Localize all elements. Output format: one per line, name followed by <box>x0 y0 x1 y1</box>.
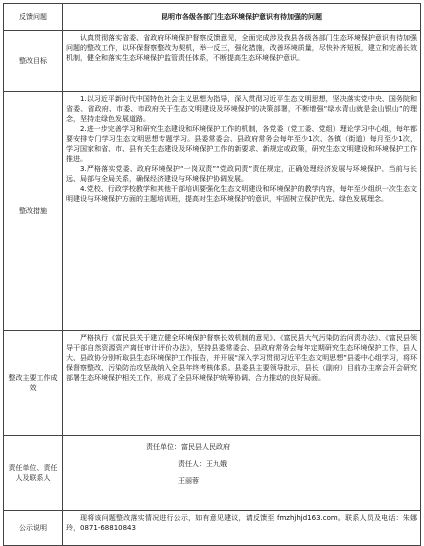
measure-item-3: 3.严格落实党委、政府环境保护“一岗双责”“党政同责”责任规定，正确处理经济发展与环境保护、当前与长远、局部与全局关系，确保经济建设与环境保护协调发展。 <box>66 165 417 183</box>
measure-item-1: 1.以习近平新时代中国特色社会主义思想为指导，深入贯彻习近平生态文明思想，坚决落实党中央、国务院和省委、省政府、市委、市政府关于生态文明建设及环境保护的决策部署，不断增强“绿水青山就是金山银山”的理念，坚持走绿色发展道路。 <box>66 95 417 123</box>
note-text: 现将该问题整改落实情况进行公示，如有意见建议，请反馈至 fmzhjhjd163.com。联系人员及电话：朱娜玲，0871-68810843 <box>66 514 417 532</box>
measures-cell <box>63 92 421 331</box>
issue-title: 昆明市各级各部门生态环境保护意识有待加强的问题 <box>63 4 421 31</box>
measure-item-2: 2.进一步完善学习和研究生态建设和环境保护工作的机制，各党委（党工委、党组）理论学习中心组，每年都要安排专门学习生态文明思想专题学习。县委常委会、县政府常务会每年至少1次、各镇（街道）每月至少1次，学习国家和省、市、县有关生态建设及环境保护工作的新要求、新规定或政策，研究生态文明建设和环境保护工作推进。 <box>66 125 417 163</box>
contact-person: 王丽蓉 <box>178 477 199 485</box>
note-label: 公示说明 <box>4 511 63 546</box>
responsible-person: 责任人：王九娥 <box>178 460 227 468</box>
results-text: 严格执行《富民县关于建立健全环境保护督察长效机制的意见》、《富民县大气污染防治问责办法》、《富民县领导干部自然资源资产离任审计评价办法》，坚持县委常委会、县政府常务会每年定期研究生态环境保护工作，县人大、县政协分别听取县生态环境保护工作报告，并开展“深入学习贯彻习近平生态文明思想”县委中心组学习，将环保督察整改、污染防治攻坚战纳入全县年终考核体系。县委县主要领导批示，县长（副府）目前办主席会开会研究部署生态环境保护相关工作，形成了全县环境保护统筹协调、合力推动的良好局面。 <box>66 334 417 382</box>
results-cell <box>63 331 421 436</box>
measures-label: 整改措施 <box>4 92 63 331</box>
person-cell <box>63 436 421 511</box>
goal-text: 认真贯彻落实省委、省政府环境保护督察反馈意见，全面完成涉及我县各级各部门生态环境保护意识有待加强问题的整改工作，以环保督察整改为契机，举一反三，强化措施，改善环境质量，尽快补齐短板，建立和完善长效机制，健全和落实生态环境保护监管责任体系，不断提高生态环境保护意识。 <box>66 34 417 62</box>
note-cell <box>63 511 421 546</box>
goal-label: 整改目标 <box>4 31 63 92</box>
results-label: 整改主要工作成效 <box>4 331 63 436</box>
rectification-table <box>3 3 421 546</box>
responsible-unit: 责任单位：富民县人民政府 <box>146 443 230 451</box>
goal-cell <box>63 31 421 92</box>
person-label: 责任单位、责任人及联系人 <box>4 436 63 511</box>
feedback-issue-label: 反馈问题 <box>4 4 63 31</box>
measure-item-4: 4.党校、行政学校教学和其他干部培训要强化生态文明建设和环境保护的教学内容，每年至少组织一次生态文明建设与环境保护方面的主题培训班，提高对生态环境保护的意识，牢固树立保护优先、绿色发展理念。 <box>66 185 417 203</box>
